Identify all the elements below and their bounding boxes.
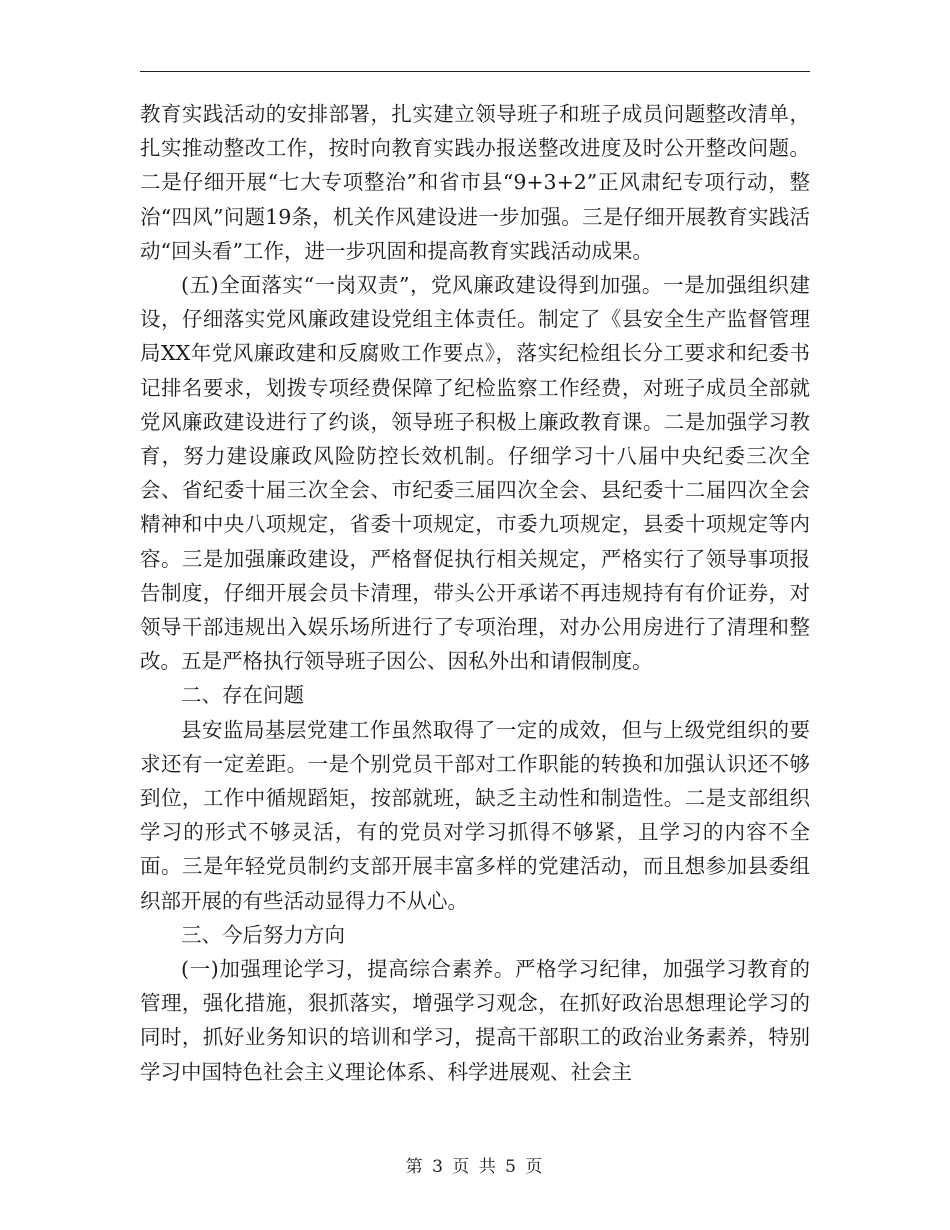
paragraph-party-integrity: (五)全面落实“一岗双责”，党风廉政建设得到加强。一是加强组织建设，仔细落实党风廉政建设党组主体责任。制定了《县安全生产监督管理局XX年党风廉政建和反腐败工作要点》，落实纪检组长分工要求和纪委书记排名要求，划拨专项经费保障了纪检监察工作经费，对班子成员全部就党风廉政建设进行了约谈，领导班子积极上廉政教育课。二是加强学习教育，努力建设廉政风险防控长效机制。仔细学习十八届中央纪委三次全会、省纪委十届三次全会、市纪委三届四次全会、县纪委十二届四次全会精神和中央八项规定，省委十项规定，市委九项规定，县委十项规定等内容。三是加强廉政建设，严格督促执行相关规定，严格实行了领导事项报告制度，仔细开展会员卡清理，带头公开承诺不再违规持有有价证券，对领导干部违规出入娱乐场所进行了专项治理，对办公用房进行了清理和整改。五是严格执行领导班子因公、因私外出和请假制度。: [140, 273, 810, 674]
document-body: [140, 97, 810, 1089]
header-rule: [140, 71, 810, 72]
paragraph-continuation: 教育实践活动的安排部署，扎实建立领导班子和班子成员问题整改清单，扎实推动整改工作，按时向教育实践办报送整改进度及时公开整改问题。二是仔细开展“七大专项整治”和省市县“9+3+2”正风肃纪专项行动，整治“四风”问题19条，机关作风建设进一步加强。三是仔细开展教育实践活动“回头看”工作，进一步巩固和提高教育实践活动成果。: [140, 102, 810, 263]
section-heading-future-direction: 三、今后努力方向: [181, 922, 345, 947]
page-number-footer: 第 3 页 共 5 页: [405, 1157, 545, 1177]
paragraph-problems: 县安监局基层党建工作虽然取得了一定的成效，但与上级党组织的要求还有一定差距。一是个别党员干部对工作职能的转换和加强认识还不够到位，工作中循规蹈矩，按部就班，缺乏主动性和制造性。二是支部组织学习的形式不够灵活，有的党员对学习抓得不够紧，且学习的内容不全面。三是年轻党员制约支部开展丰富多样的党建活动，而且想参加县委组织部开展的有些活动显得力不从心。: [140, 717, 810, 913]
section-heading-problems: 二、存在问题: [181, 683, 304, 708]
paragraph-theory-study: (一)加强理论学习，提高综合素养。严格学习纪律，加强学习教育的管理，强化措施，狠抓落实，增强学习观念，在抓好政治思想理论学习的同时，抓好业务知识的培训和学习，提高干部职工的政治业务素养，特别学习中国特色社会主义理论体系、科学进展观、社会主: [140, 957, 810, 1084]
